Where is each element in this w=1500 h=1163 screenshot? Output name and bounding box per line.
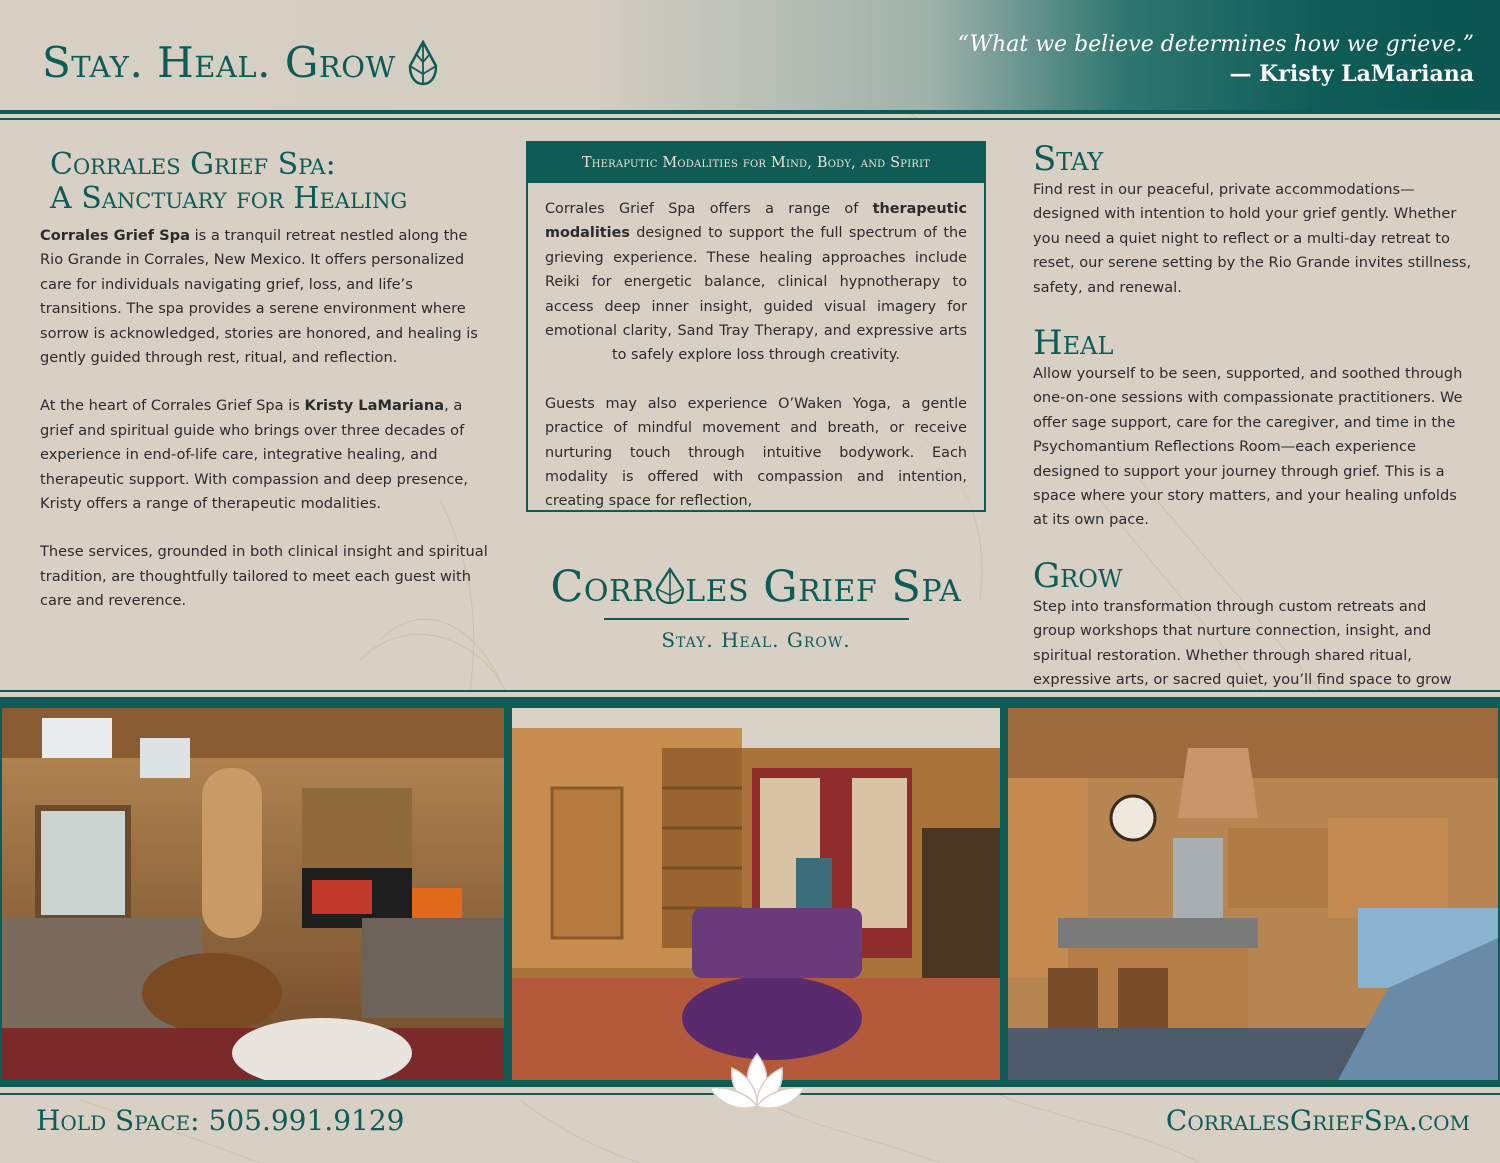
intro-column (40, 148, 495, 638)
grow-text: Step into transformation through custom retreats and group workshops that nurture connection, insight, and spiritual restoration. Whether through shared ritual, expressive arts, or sacred quiet, you’ll find space to grow (1033, 597, 1452, 689)
header-divider (0, 110, 1500, 114)
intro-title-line2: A Sanctuary for Healing (50, 181, 408, 216)
kitchen-photo (1008, 708, 1498, 1080)
modalities-body (528, 183, 984, 512)
intro-p1-rest: is a tranquil retreat nestled along the Rio Grande in Corrales, New Mexico. It offers personalized care for individuals navigating grief, loss, and life’s transitions. The spa provides a serene environment where sorrow is acknowledged, stories are honored, and healing is gently guided through rest, ritual, and reflection. (40, 227, 478, 367)
logo-rule (604, 618, 909, 620)
modalities-paragraph-2: Guests may also experience O’Waken Yoga, a gentle practice of mindful movement and breath, or receive nurturing touch through intuitive bodywork. Each modality is offered with compassion and intention, creating space for reflection, (545, 395, 967, 510)
quote-author: — Kristy LaMariana (1229, 61, 1474, 87)
modalities-title: Theraputic Modalities for Mind, Body, and Spirit (528, 143, 984, 183)
modalities-box (526, 141, 986, 512)
intro-paragraph-2 (40, 394, 495, 516)
intro-title (50, 148, 495, 216)
intro-p2-rest: , a grief and spiritual guide who brings over three decades of experience in end-of-life care, integrative healing, and therapeutic support. With compassion and deep presence, Kristy offers a range of therapeutic modalities. (40, 397, 468, 513)
intro-paragraph-1 (40, 224, 495, 370)
grow-heading: Grow (1033, 555, 1123, 596)
heal-heading: Heal (1033, 323, 1114, 364)
logo-wordmark (526, 562, 986, 612)
photo-strip-top-rule (0, 690, 1500, 692)
intro-paragraph-3: These services, grounded in both clinical insight and spiritual tradition, are thoughtfully tailored to meet each guest with care and reverence. (40, 543, 488, 610)
header-quote (958, 32, 1474, 87)
quote-text: “What we believe determines how we grieve.” (957, 32, 1474, 57)
intro-p2-start: At the heart of Corrales Grief Spa is (40, 397, 305, 415)
stay-heading: Stay (1033, 139, 1104, 179)
services-column (1033, 140, 1473, 741)
stay-text: Find rest in our peaceful, private accommodations—designed with intention to hold your grief gently. Whether you need a quiet night to reflect or a multi-day retreat to reset, our serene setting by the Rio Grande invites stillness, safety, and renewal. (1033, 181, 1472, 296)
intro-title-line1: Corrales Grief Spa: (50, 147, 336, 182)
footer-phone: Hold Space: 505.991.9129 (36, 1104, 405, 1137)
intro-p2-bold: Kristy LaMariana (304, 397, 445, 415)
crystal-a-icon (655, 567, 685, 605)
logo-name-part1: Corr (550, 562, 656, 612)
header-divider-thin (0, 118, 1500, 120)
modalities-p1-bold: therapeutic modalities (545, 201, 967, 242)
brand-logo (526, 562, 986, 652)
intro-p1-bold: Corrales Grief Spa (40, 227, 190, 244)
header-tagline (42, 38, 438, 87)
reflection-room-photo (512, 708, 1000, 1080)
heal-text: Allow yourself to be seen, supported, and soothed through one-on-one sessions with compassionate practitioners. We offer sage support, care for the caregiver, and time in the Psychomantium Reflections Room—each experience designed to support your journey through grief. This is a space where your story matters, and your healing unfolds at its own pace. (1033, 365, 1463, 529)
crystal-drop-icon (408, 40, 438, 86)
logo-tagline: Stay. Heal. Grow. (661, 628, 851, 652)
living-room-photo (2, 708, 504, 1080)
lotus-icon (702, 1046, 812, 1116)
footer-website[interactable]: CorralesGriefSpa.com (1165, 1104, 1470, 1137)
logo-name-part2: les Grief Spa (685, 562, 962, 612)
modalities-p1-rest: designed to support the full spectrum of the grieving experience. These healing approaches include Reiki for energetic balance, clinical hypnotherapy to access deep inner insight, guided visual imagery for emotional clarity, Sand Tray Therapy, and expressive arts to safely explore loss through creativity. (545, 225, 967, 364)
modalities-paragraph-1 (545, 197, 967, 368)
header-tagline-text: Stay. Heal. Grow (42, 38, 396, 87)
modalities-p1-start: Corrales Grief Spa offers a range of (545, 201, 873, 217)
